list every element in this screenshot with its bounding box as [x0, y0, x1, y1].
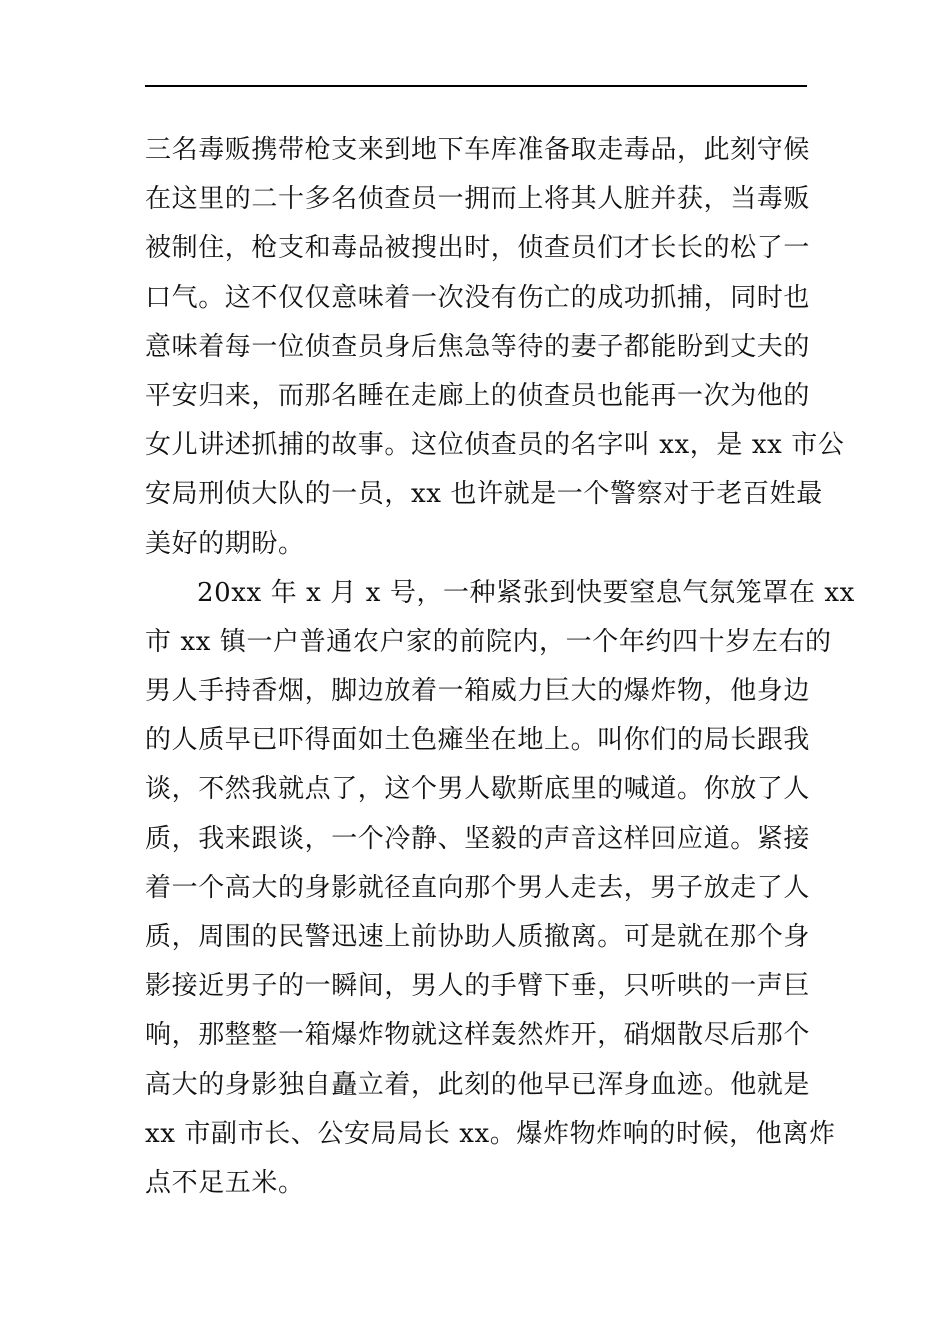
text-line: 质，我来跟谈，一个冷静、坚毅的声音这样回应道。紧接 — [145, 823, 811, 854]
paragraph-2 — [145, 569, 855, 1208]
text-line: 平安归来，而那名睡在走廊上的侦查员也能再一次为他的 — [145, 380, 811, 411]
text-line-indented: 20xx 年 x 月 x 号，一种紧张到快要窒息气氛笼罩在 xx — [197, 577, 855, 608]
document-body — [145, 126, 855, 1208]
paragraph-1 — [145, 126, 845, 569]
text-line: 谈，不然我就点了，这个男人歇斯底里的喊道。你放了人 — [145, 774, 811, 805]
text-line: 市 xx 镇一户普通农户家的前院内，一个年约四十岁左右的 — [145, 626, 832, 657]
header-rule — [145, 85, 807, 87]
text-line: 美好的期盼。 — [145, 528, 305, 559]
text-line: 男人手持香烟，脚边放着一箱威力巨大的爆炸物，他身边 — [145, 676, 811, 707]
text-line: 质，周围的民警迅速上前协助人质撤离。可是就在那个身 — [145, 922, 811, 952]
text-line: 被制住，枪支和毒品被搜出时，侦查员们才长长的松了一 — [145, 233, 811, 264]
text-line: 的人质早已吓得面如土色瘫坐在地上。叫你们的局长跟我 — [145, 725, 811, 756]
text-line: 安局刑侦大队的一员，xx 也许就是一个警察对于老百姓最 — [145, 479, 823, 510]
text-line: 意味着每一位侦查员身后焦急等待的妻子都能盼到丈夫的 — [145, 331, 811, 362]
text-line: 高大的身影独自矗立着，此刻的他早已浑身血迹。他就是 — [145, 1069, 811, 1100]
text-line: 三名毒贩携带枪支来到地下车库准备取走毒品，此刻守候 — [145, 135, 811, 165]
text-line: 影接近男子的一瞬间，男人的手臂下垂，只听哄的一声巨 — [145, 971, 811, 1002]
text-line: xx 市副市长、公安局局长 xx。爆炸物炸响的时候，他离炸 — [145, 1118, 836, 1149]
text-line: 响，那整整一箱爆炸物就这样轰然炸开，硝烟散尽后那个 — [145, 1020, 811, 1051]
text-line: 着一个高大的身影就径直向那个男人走去，男子放走了人 — [145, 872, 811, 903]
text-line: 女儿讲述抓捕的故事。这位侦查员的名字叫 xx，是 xx 市公 — [145, 430, 845, 461]
text-line: 口气。这不仅仅意味着一次没有伤亡的成功抓捕，同时也 — [145, 282, 811, 313]
text-line: 点不足五米。 — [145, 1167, 305, 1198]
text-line: 在这里的二十多名侦查员一拥而上将其人脏并获，当毒贩 — [145, 184, 811, 215]
